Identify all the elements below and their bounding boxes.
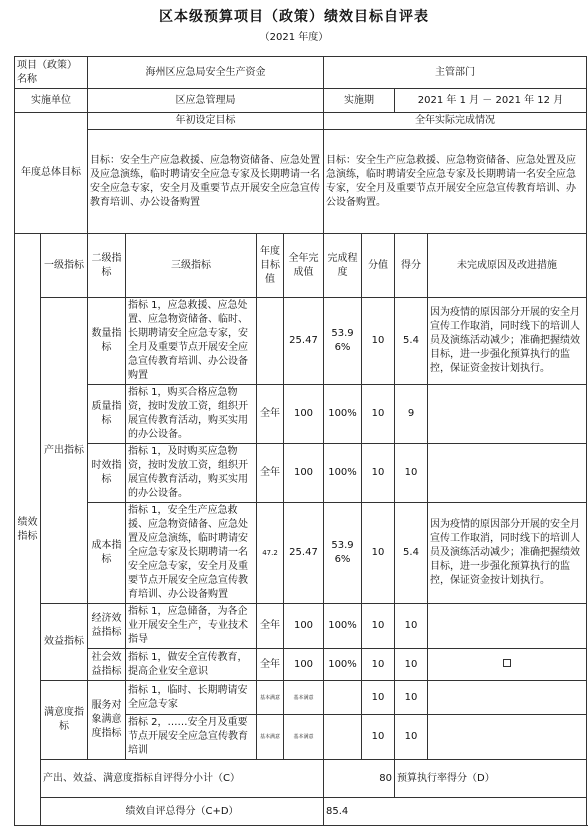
period-label: 实施期: [324, 89, 395, 113]
social-score: 10: [362, 649, 395, 681]
satisfaction-1-level3: 指标 1，临时、长期聘请安全应急专家: [126, 681, 257, 715]
table-row: [15, 649, 587, 681]
quality-got: 9: [395, 385, 428, 444]
cost-level3: 指标 1，安全生产应急救援、应急物资储备、应急处置及应急演练，临时聘请安全应急专家及长期聘请一名安全应急专家，安全月及重要节点开展安全应急宣传教育培训、办公设备购置: [126, 503, 257, 604]
done-goal-text: 目标：安全生产应急救援、应急物资储备、应急处置及应急演练，临时聘请安全应急专家及长期聘请一名安全应急专家，安全月及重要节点开展安全应急宣传教育培训、办公设备购置。: [324, 130, 587, 234]
table-row: [15, 385, 587, 444]
timeliness-got: 10: [395, 444, 428, 503]
table-row: [15, 604, 587, 649]
satisfaction-level2: 服务对象满意度指标: [88, 681, 126, 760]
column-header-row: [15, 234, 587, 298]
table-row: [15, 298, 587, 385]
subtotal-label: 产出、效益、满意度指标自评得分小计（C）: [41, 760, 324, 798]
output-indicator-label: 产出指标: [41, 298, 88, 604]
social-rate: 100%: [324, 649, 362, 681]
quantity-score: 10: [362, 298, 395, 385]
quality-level2: 质量指标: [88, 385, 126, 444]
col-level1: 一级指标: [41, 234, 88, 298]
goal-header-row: [15, 113, 587, 130]
economic-score: 10: [362, 604, 395, 649]
cost-actual: 25.47: [284, 503, 324, 604]
cost-target: 47.2: [257, 503, 284, 604]
economic-level2: 经济效益指标: [88, 604, 126, 649]
quantity-rate: 53.96%: [324, 298, 362, 385]
economic-actual: 100: [284, 604, 324, 649]
social-reason: [428, 649, 587, 681]
quantity-actual: 25.47: [284, 298, 324, 385]
social-got: 10: [395, 649, 428, 681]
satisfaction-2-actual: 基本满意: [284, 715, 324, 760]
col-level2: 二级指标: [88, 234, 126, 298]
subtotal-row: [15, 760, 587, 798]
economic-reason: [428, 604, 587, 649]
col-score: 分值: [362, 234, 395, 298]
satisfaction-2-reason: [428, 715, 587, 760]
satisfaction-indicator-label: 满意度指标: [41, 681, 88, 760]
social-level2: 社会效益指标: [88, 649, 126, 681]
social-level3: 指标 1，做安全宣传教育，提高企业安全意识: [126, 649, 257, 681]
timeliness-actual: 100: [284, 444, 324, 503]
annual-goal-label: 年度总体目标: [15, 113, 88, 234]
project-name-value: 海州区应急局安全生产资金: [88, 57, 324, 89]
satisfaction-1-score: 10: [362, 681, 395, 715]
quantity-target: [257, 298, 284, 385]
project-name-label: 项目（政策）名称: [15, 57, 88, 89]
unit-label: 实施单位: [15, 89, 88, 113]
satisfaction-2-rate: [324, 715, 362, 760]
page-title: 区本级预算项目（政策）绩效目标自评表: [159, 9, 429, 25]
quantity-reason: 因为疫情的原因部分开展的安全月宣传工作取消，同时线下的培训人员及演练活动减少；准确把握绩效目标，进一步强化预算执行的监控，保证资金按计划执行。: [428, 298, 587, 385]
satisfaction-2-level3: 指标 2，……安全月及重要节点开展安全应急宣传教育培训: [126, 715, 257, 760]
total-label: 绩效自评总得分（C+D）: [41, 798, 324, 826]
set-goal-header: 年初设定目标: [88, 113, 324, 130]
economic-target: 全年: [257, 604, 284, 649]
table-row: [15, 503, 587, 604]
quality-reason: [428, 385, 587, 444]
unit-value: 区应急管理局: [88, 89, 324, 113]
satisfaction-1-got: 10: [395, 681, 428, 715]
quantity-level2: 数量指标: [88, 298, 126, 385]
satisfaction-2-target: 基本满意: [257, 715, 284, 760]
set-goal-text: 目标：安全生产应急救援、应急物资储备、应急处置及应急演练，临时聘请安全应急专家及长期聘请一名安全应急专家，安全月及重要节点开展安全应急宣传教育培训、办公设备购置: [88, 130, 324, 234]
subtotal-value: 80: [324, 760, 395, 798]
economic-got: 10: [395, 604, 428, 649]
quality-rate: 100%: [324, 385, 362, 444]
satisfaction-2-got: 10: [395, 715, 428, 760]
satisfaction-2-score: 10: [362, 715, 395, 760]
cost-level2: 成本指标: [88, 503, 126, 604]
table-row: [15, 681, 587, 715]
satisfaction-1-rate: [324, 681, 362, 715]
evaluation-table: [14, 56, 587, 826]
quality-target: 全年: [257, 385, 284, 444]
satisfaction-1-reason: [428, 681, 587, 715]
social-actual: 100: [284, 649, 324, 681]
cost-score: 10: [362, 503, 395, 604]
social-target: 全年: [257, 649, 284, 681]
table-row: [15, 444, 587, 503]
page-subtitle: （2021 年度）: [259, 32, 329, 43]
timeliness-level3: 指标 1，及时购买应急物资，按时发放工资，组织开展宣传教育活动，购买实用的办公设备。: [126, 444, 257, 503]
quality-level3: 指标 1，购买合格应急物资，按时发放工资，组织开展宣传教育活动，购买实用的办公设备。: [126, 385, 257, 444]
timeliness-score: 10: [362, 444, 395, 503]
total-value: 85.4: [324, 798, 587, 826]
quantity-level3: 指标 1，应急救援、应急处置、应急物资储备、临时、长期聘请安全应急专家，安全月及重要节点开展安全应急宣传教育培训、办公设备购置: [126, 298, 257, 385]
col-actual: 全年完成值: [284, 234, 324, 298]
col-rate: 完成程度: [324, 234, 362, 298]
quality-actual: 100: [284, 385, 324, 444]
economic-level3: 指标 1，应急储备，为各企业开展安全生产，专业技术指导: [126, 604, 257, 649]
quantity-got: 5.4: [395, 298, 428, 385]
done-goal-header: 全年实际完成情况: [324, 113, 587, 130]
cost-got: 5.4: [395, 503, 428, 604]
department-label: 主管部门: [435, 66, 475, 78]
department-cell: [324, 57, 587, 89]
economic-rate: 100%: [324, 604, 362, 649]
timeliness-reason: [428, 444, 587, 503]
quality-score: 10: [362, 385, 395, 444]
cost-reason: 因为疫情的原因部分开展的安全月宣传工作取消，同时线下的培训人员及演练活动减少；准确把握绩效目标，进一步强化预算执行的监控，保证资金按计划执行。: [428, 503, 587, 604]
total-row: [15, 798, 587, 826]
col-reason: 未完成原因及改进措施: [428, 234, 587, 298]
timeliness-target: 全年: [257, 444, 284, 503]
timeliness-rate: 100%: [324, 444, 362, 503]
goal-content-row: [15, 130, 587, 234]
budget-rate-label: 预算执行率得分（D）: [395, 760, 587, 798]
performance-indicator-label: 绩效指标: [15, 234, 41, 826]
project-name-row: [15, 57, 587, 89]
satisfaction-1-target: 基本满意: [257, 681, 284, 715]
period-value: 2021 年 1 月 － 2021 年 12 月: [395, 89, 587, 113]
timeliness-level2: 时效指标: [88, 444, 126, 503]
col-level3: 三级指标: [126, 234, 257, 298]
unit-row: [15, 89, 587, 113]
col-got: 得分: [395, 234, 428, 298]
satisfaction-1-actual: 基本满意: [284, 681, 324, 715]
col-target: 年度目标值: [257, 234, 284, 298]
cost-rate: 53.96%: [324, 503, 362, 604]
benefit-indicator-label: 效益指标: [41, 604, 88, 681]
checkbox-square-icon: [503, 659, 511, 667]
